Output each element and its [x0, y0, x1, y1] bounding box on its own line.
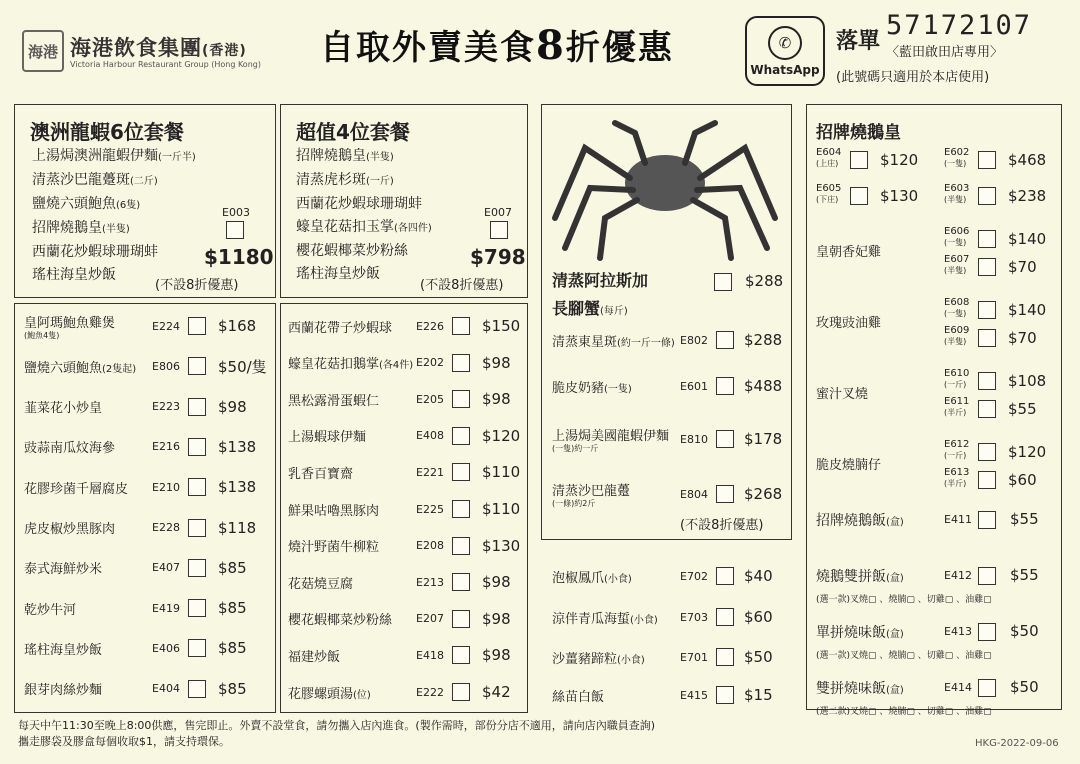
menu-row: [24, 633, 274, 663]
item-name: 泰式海鮮炒米: [24, 562, 103, 578]
menu-row: [288, 677, 538, 707]
item-code: E224: [152, 319, 180, 333]
item-name: 西蘭花帶子炒蝦球: [288, 320, 393, 336]
item-price: $40: [744, 567, 773, 585]
item-checkbox[interactable]: [188, 639, 206, 657]
menu-row: [24, 513, 274, 543]
brand-name: [70, 32, 247, 62]
item-checkbox[interactable]: [188, 317, 206, 335]
crab-title-line1: 清蒸阿拉斯加: [552, 271, 649, 290]
bbq-dish-name: 蜜汁叉燒: [816, 387, 869, 402]
brand-english: Victoria Harbour Restaurant Group (Hong Kong): [70, 60, 261, 69]
footer-line-1: 每天中午11:30至晚上8:00供應，售完即止。外賣不設堂食，請勿攜入店內進食。(製作需時，部份分店不適用，請向店內職員查詢): [18, 719, 655, 732]
item-checkbox[interactable]: [188, 680, 206, 698]
item-checkbox[interactable]: [716, 485, 734, 503]
menu-row: [288, 384, 538, 414]
rice-checkbox[interactable]: [978, 623, 996, 641]
item-code: E222: [416, 685, 444, 699]
option-checkbox[interactable]: [978, 151, 996, 169]
item-code: E804: [680, 487, 708, 501]
whatsapp-icon: ✆: [768, 26, 802, 60]
item-price: $98: [482, 646, 511, 665]
item-code: E703: [680, 610, 708, 624]
rice-checkbox[interactable]: [978, 679, 996, 697]
set-value-title: 超值4位套餐: [296, 120, 410, 144]
item-code: E407: [152, 561, 180, 575]
set-value-code: E007: [484, 206, 512, 219]
option-price: $130: [880, 187, 919, 205]
item-price: $98: [482, 390, 511, 409]
set-item: 招牌燒鵝皇(半隻): [296, 148, 394, 164]
rice-name: 單拼燒味飯(盒): [816, 625, 904, 641]
item-code: E226: [416, 319, 444, 333]
item-price: $15: [744, 686, 773, 704]
menu-row: [24, 392, 274, 422]
set-value-checkbox[interactable]: [490, 221, 508, 239]
menu-row: [288, 348, 538, 378]
item-price: $50/隻: [218, 357, 267, 376]
menu-row: [288, 567, 538, 597]
set-item: 鹽燒六頭鮑魚(6隻): [32, 196, 141, 212]
whatsapp-badge[interactable]: [745, 16, 825, 86]
item-checkbox[interactable]: [716, 430, 734, 448]
rice-name: 招牌燒鵝飯(盒): [816, 513, 904, 529]
option-checkbox[interactable]: [978, 372, 996, 390]
item-checkbox[interactable]: [452, 646, 470, 664]
set-item: 蠔皇花菇扣玉掌(各四件): [296, 219, 432, 235]
item-name: 泡椒鳳爪(小食): [552, 570, 632, 586]
item-checkbox[interactable]: [716, 567, 734, 585]
option-checkbox[interactable]: [978, 187, 996, 205]
menu-row: [552, 605, 790, 629]
set-item: 招牌燒鵝皇(半隻): [32, 220, 130, 236]
branch-name: 〈藍田啟田店專用〉: [886, 45, 1004, 60]
item-price: $42: [482, 683, 511, 701]
menu-row: [552, 328, 790, 352]
option-price: $238: [1008, 187, 1047, 205]
item-checkbox[interactable]: [452, 390, 470, 408]
item-price: $168: [218, 317, 257, 335]
option-price: $120: [880, 151, 919, 169]
set-item: 上湯焗澳洲龍蝦伊麵(一斤半): [32, 148, 196, 164]
item-checkbox[interactable]: [452, 573, 470, 591]
order-phone[interactable]: 57172107: [886, 10, 1033, 41]
menu-row: [24, 432, 274, 462]
rice-code: E413: [944, 625, 972, 638]
item-checkbox[interactable]: [452, 354, 470, 372]
crab-panel-no-discount: (不設8折優惠): [680, 518, 764, 533]
set-item: 瑤柱海皇炒飯: [296, 266, 380, 282]
logo-mark: 海港: [22, 30, 64, 72]
item-price: $110: [482, 463, 521, 482]
item-checkbox[interactable]: [188, 599, 206, 617]
rice-price: $55: [1010, 566, 1039, 584]
page-title: [320, 20, 674, 69]
set-value-price: $798: [470, 245, 526, 269]
crab-title: 長腳蟹(每斤): [552, 299, 628, 318]
item-name: 乾炒牛河: [24, 602, 77, 618]
menu-row: [288, 311, 538, 341]
item-price: $85: [218, 639, 247, 658]
item-name: 鮮果咕嚕黑豚肉: [288, 503, 380, 519]
item-name: 脆皮奶豬(一隻): [552, 380, 632, 396]
crab-price: $288: [745, 272, 784, 290]
whatsapp-label: WhatsApp: [750, 62, 820, 77]
item-name: 櫻花蝦椰菜炒粉絲: [288, 613, 393, 629]
item-name: 花菇燒豆腐: [288, 576, 354, 592]
menu-row: [288, 457, 538, 487]
bbq-dish-name: 玫瑰豉油雞: [816, 316, 882, 331]
item-name: 皇阿瑪鮑魚雞煲 (鮑魚4隻): [24, 316, 116, 340]
menu-row: [24, 553, 274, 583]
rice-code: E411: [944, 513, 972, 526]
item-price: $85: [218, 599, 247, 618]
option-code: E603 (半隻): [944, 183, 970, 204]
item-code: E223: [152, 400, 180, 414]
item-code: E810: [680, 432, 708, 446]
doc-code: HKG-2022-09-06: [975, 738, 1059, 749]
bbq-option: [944, 226, 1059, 254]
menu-row: [552, 479, 790, 509]
item-price: $130: [482, 536, 521, 555]
item-name: 銀芽肉絲炒麵: [24, 683, 103, 699]
item-checkbox[interactable]: [452, 317, 470, 335]
item-checkbox[interactable]: [452, 500, 470, 518]
item-name: 清蒸東星斑(約一斤一條): [552, 334, 675, 350]
item-code: E210: [152, 480, 180, 494]
set-lobster-checkbox[interactable]: [226, 221, 244, 239]
option-code: E611 (半斤): [944, 396, 970, 417]
item-price: $150: [482, 317, 521, 335]
menu-row: [552, 683, 790, 707]
option-code: E612 (一斤): [944, 439, 970, 460]
option-price: $60: [1008, 471, 1037, 489]
bbq-option: [816, 183, 931, 211]
item-code: E228: [152, 521, 180, 534]
option-code: E613 (半斤): [944, 467, 970, 488]
item-checkbox[interactable]: [452, 463, 470, 481]
item-code: E207: [416, 612, 444, 626]
item-name: 韮菜花小炒皇: [24, 401, 103, 417]
bbq-option: [944, 147, 1059, 175]
item-code: E208: [416, 539, 444, 553]
bbq-option: [944, 368, 1059, 396]
menu-row: [552, 645, 790, 669]
option-price: $55: [1008, 400, 1037, 418]
option-price: $70: [1008, 258, 1037, 276]
item-checkbox[interactable]: [452, 427, 470, 445]
menu-row: [288, 494, 538, 524]
item-checkbox[interactable]: [188, 559, 206, 577]
item-code: E406: [152, 641, 180, 655]
item-name: 涼伴青瓜海蜇(小食): [552, 611, 658, 627]
rice-checkbox[interactable]: [978, 511, 996, 529]
set-value-items: [296, 145, 432, 286]
bbq-option: [816, 147, 931, 175]
option-price: $140: [1008, 230, 1047, 248]
menu-row: [288, 421, 538, 451]
item-name: 花膠螺頭湯(位): [288, 686, 371, 702]
menu-row: [552, 374, 790, 398]
item-code: E802: [680, 333, 708, 347]
item-price: $138: [218, 478, 257, 497]
set-lobster-title: 澳洲龍蝦6位套餐: [30, 120, 184, 144]
rice-checkbox[interactable]: [978, 567, 996, 585]
rice-code: E414: [944, 681, 972, 694]
rice-choices[interactable]: (選二款)叉燒▢ 、燒腩▢ 、切雞▢ 、油雞▢: [816, 707, 992, 717]
footer-line-2: 攜走膠袋及膠盒每個收取$1，請支持環保。: [18, 735, 230, 748]
item-price: $178: [744, 430, 783, 448]
item-name: 上湯焗美國龍蝦伊麵 (一隻)約一斤: [552, 429, 670, 453]
item-price: $98: [482, 609, 511, 628]
item-code: E225: [416, 502, 444, 516]
item-code: E216: [152, 440, 180, 454]
item-code: E418: [416, 648, 444, 662]
item-name: 黑松露滑蛋蝦仁: [288, 393, 380, 409]
menu-row: [24, 351, 274, 381]
item-price: $98: [482, 353, 511, 372]
rice-choices[interactable]: (選一款)叉燒▢ 、燒腩▢ 、切雞▢ 、油雞▢: [816, 595, 992, 605]
item-price: $268: [744, 485, 783, 503]
item-name: 清蒸沙巴龍躉 (一條)約2斤: [552, 484, 631, 508]
bbq-title: 招牌燒鵝皇: [816, 123, 901, 143]
item-checkbox[interactable]: [716, 686, 734, 704]
option-checkbox[interactable]: [978, 258, 996, 276]
item-checkbox[interactable]: [716, 608, 734, 626]
option-checkbox[interactable]: [978, 471, 996, 489]
menu-row: [288, 531, 538, 561]
item-name: 蠔皇花菇扣鵝掌(各4件): [288, 357, 414, 373]
menu-row: [552, 424, 790, 454]
crab-illustration-icon: [545, 108, 785, 263]
menu-row: [24, 674, 274, 704]
item-checkbox[interactable]: [188, 478, 206, 496]
set-item: 櫻花蝦椰菜炒粉絲: [296, 243, 408, 259]
rice-choices[interactable]: (選一款)叉燒▢ 、燒腩▢ 、切雞▢ 、油雞▢: [816, 651, 992, 661]
bbq-dish-name: 脆皮燒腩仔: [816, 458, 882, 473]
option-code: E604 (上庄): [816, 147, 842, 168]
rice-price: $55: [1010, 510, 1039, 528]
bbq-option: [944, 254, 1059, 282]
item-price: $120: [482, 426, 521, 445]
set-lobster-no-discount: (不設8折優惠): [155, 278, 239, 293]
item-name: 瑤柱海皇炒飯: [24, 642, 103, 658]
order-label: 落單: [836, 29, 881, 54]
item-code: E221: [416, 465, 444, 479]
rice-name: 雙拼燒味飯(盒): [816, 681, 904, 697]
item-price: $85: [218, 558, 247, 577]
item-checkbox[interactable]: [716, 331, 734, 349]
menu-row: [288, 604, 538, 634]
option-checkbox[interactable]: [978, 301, 996, 319]
item-name: 花膠珍菌千層腐皮: [24, 481, 129, 497]
item-checkbox[interactable]: [188, 398, 206, 416]
option-code: E605 (下庄): [816, 183, 842, 204]
option-price: $140: [1008, 301, 1047, 319]
item-code: E202: [416, 356, 444, 370]
item-name: 乳香百寶齋: [288, 466, 354, 482]
rice-name: 燒鵝雙拼飯(盒): [816, 569, 904, 585]
option-price: $468: [1008, 151, 1047, 169]
option-checkbox[interactable]: [978, 230, 996, 248]
set-lobster-items: [32, 145, 196, 287]
item-code: E404: [152, 682, 180, 696]
title-discount: 8: [536, 22, 566, 69]
item-checkbox[interactable]: [188, 438, 206, 456]
bbq-option: [944, 297, 1059, 325]
item-price: $60: [744, 608, 773, 626]
set-item: 瑤柱海皇炒飯: [32, 267, 116, 283]
rice-code: E412: [944, 569, 972, 582]
bbq-option: [944, 396, 1059, 424]
item-price: $85: [218, 679, 247, 698]
item-code: E701: [680, 650, 708, 664]
brand-region: (香港): [202, 43, 247, 59]
option-code: E602 (一隻): [944, 147, 970, 168]
item-name: 福建炒飯: [288, 649, 341, 665]
option-code: E608 (一隻): [944, 297, 970, 318]
bbq-dish-name: 皇朝香妃雞: [816, 245, 882, 260]
item-price: $110: [482, 500, 521, 518]
item-code: E213: [416, 575, 444, 589]
option-checkbox[interactable]: [978, 400, 996, 418]
option-checkbox[interactable]: [978, 443, 996, 461]
item-code: E205: [416, 392, 444, 406]
bbq-option: [944, 183, 1059, 211]
menu-row: [552, 564, 790, 588]
title-prefix: 自取外賣美食: [320, 28, 536, 68]
option-checkbox[interactable]: [850, 187, 868, 205]
rice-price: $50: [1010, 678, 1039, 696]
item-checkbox[interactable]: [716, 648, 734, 666]
item-checkbox[interactable]: [188, 519, 206, 537]
item-code: E408: [416, 429, 444, 443]
option-checkbox[interactable]: [850, 151, 868, 169]
set-item: 西蘭花炒蝦球珊瑚蚌: [32, 244, 158, 260]
bbq-option: [944, 439, 1059, 467]
item-code: E601: [680, 379, 708, 393]
set-item: 西蘭花炒蝦球珊瑚蚌: [296, 196, 422, 212]
title-suffix: 折優惠: [565, 28, 674, 68]
menu-row: [288, 640, 538, 670]
option-code: E606 (一隻): [944, 226, 970, 247]
item-name: 燒汁野菌牛柳粒: [288, 540, 380, 556]
item-price: $138: [218, 437, 257, 456]
rice-price: $50: [1010, 622, 1039, 640]
option-checkbox[interactable]: [978, 329, 996, 347]
item-name: 虎皮椒炒黑豚肉: [24, 522, 116, 537]
brand-name-text: 海港飲食集團: [70, 36, 202, 60]
set-lobster-price: $1180: [204, 245, 274, 269]
option-code: E607 (半隻): [944, 254, 970, 275]
option-code: E609 (半隻): [944, 325, 970, 346]
item-checkbox[interactable]: [716, 377, 734, 395]
item-code: E806: [152, 359, 180, 373]
item-code: E419: [152, 601, 180, 615]
bbq-option: [944, 467, 1059, 495]
item-name: 絲苗白飯: [552, 689, 605, 705]
item-checkbox[interactable]: [188, 357, 206, 375]
menu-row: [24, 593, 274, 623]
item-code: E415: [680, 688, 708, 702]
crab-unit: (每斤): [600, 306, 628, 317]
item-name: 鹽燒六頭鮑魚(2隻起): [24, 360, 137, 376]
item-checkbox[interactable]: [452, 610, 470, 628]
item-price: $118: [218, 518, 257, 537]
set-value-no-discount: (不設8折優惠): [420, 278, 504, 293]
set-item: 清蒸沙巴龍躉斑(二斤): [32, 172, 158, 188]
item-price: $98: [482, 573, 511, 592]
menu-row: [24, 472, 274, 502]
phone-note: (此號碼只適用於本店使用): [836, 70, 990, 85]
footer-note: [18, 718, 655, 750]
bbq-option: [944, 325, 1059, 353]
item-price: $488: [744, 377, 783, 395]
item-checkbox[interactable]: [452, 537, 470, 555]
crab-checkbox[interactable]: [714, 273, 732, 291]
item-checkbox[interactable]: [452, 683, 470, 701]
option-price: $120: [1008, 443, 1047, 461]
item-name: 上湯蝦球伊麵: [288, 430, 367, 446]
item-price: $98: [218, 397, 247, 416]
set-lobster-code: E003: [222, 206, 250, 219]
option-code: E610 (一斤): [944, 368, 970, 389]
item-name: 豉蒜南瓜炆海參: [24, 441, 116, 457]
item-name: 沙薑豬蹄粒(小食): [552, 651, 645, 667]
item-code: E702: [680, 569, 708, 583]
set-item: 清蒸虎杉斑(一斤): [296, 172, 394, 188]
option-price: $70: [1008, 329, 1037, 347]
item-price: $50: [744, 648, 773, 666]
option-price: $108: [1008, 372, 1047, 390]
item-price: $288: [744, 331, 783, 349]
menu-row: [24, 311, 274, 341]
